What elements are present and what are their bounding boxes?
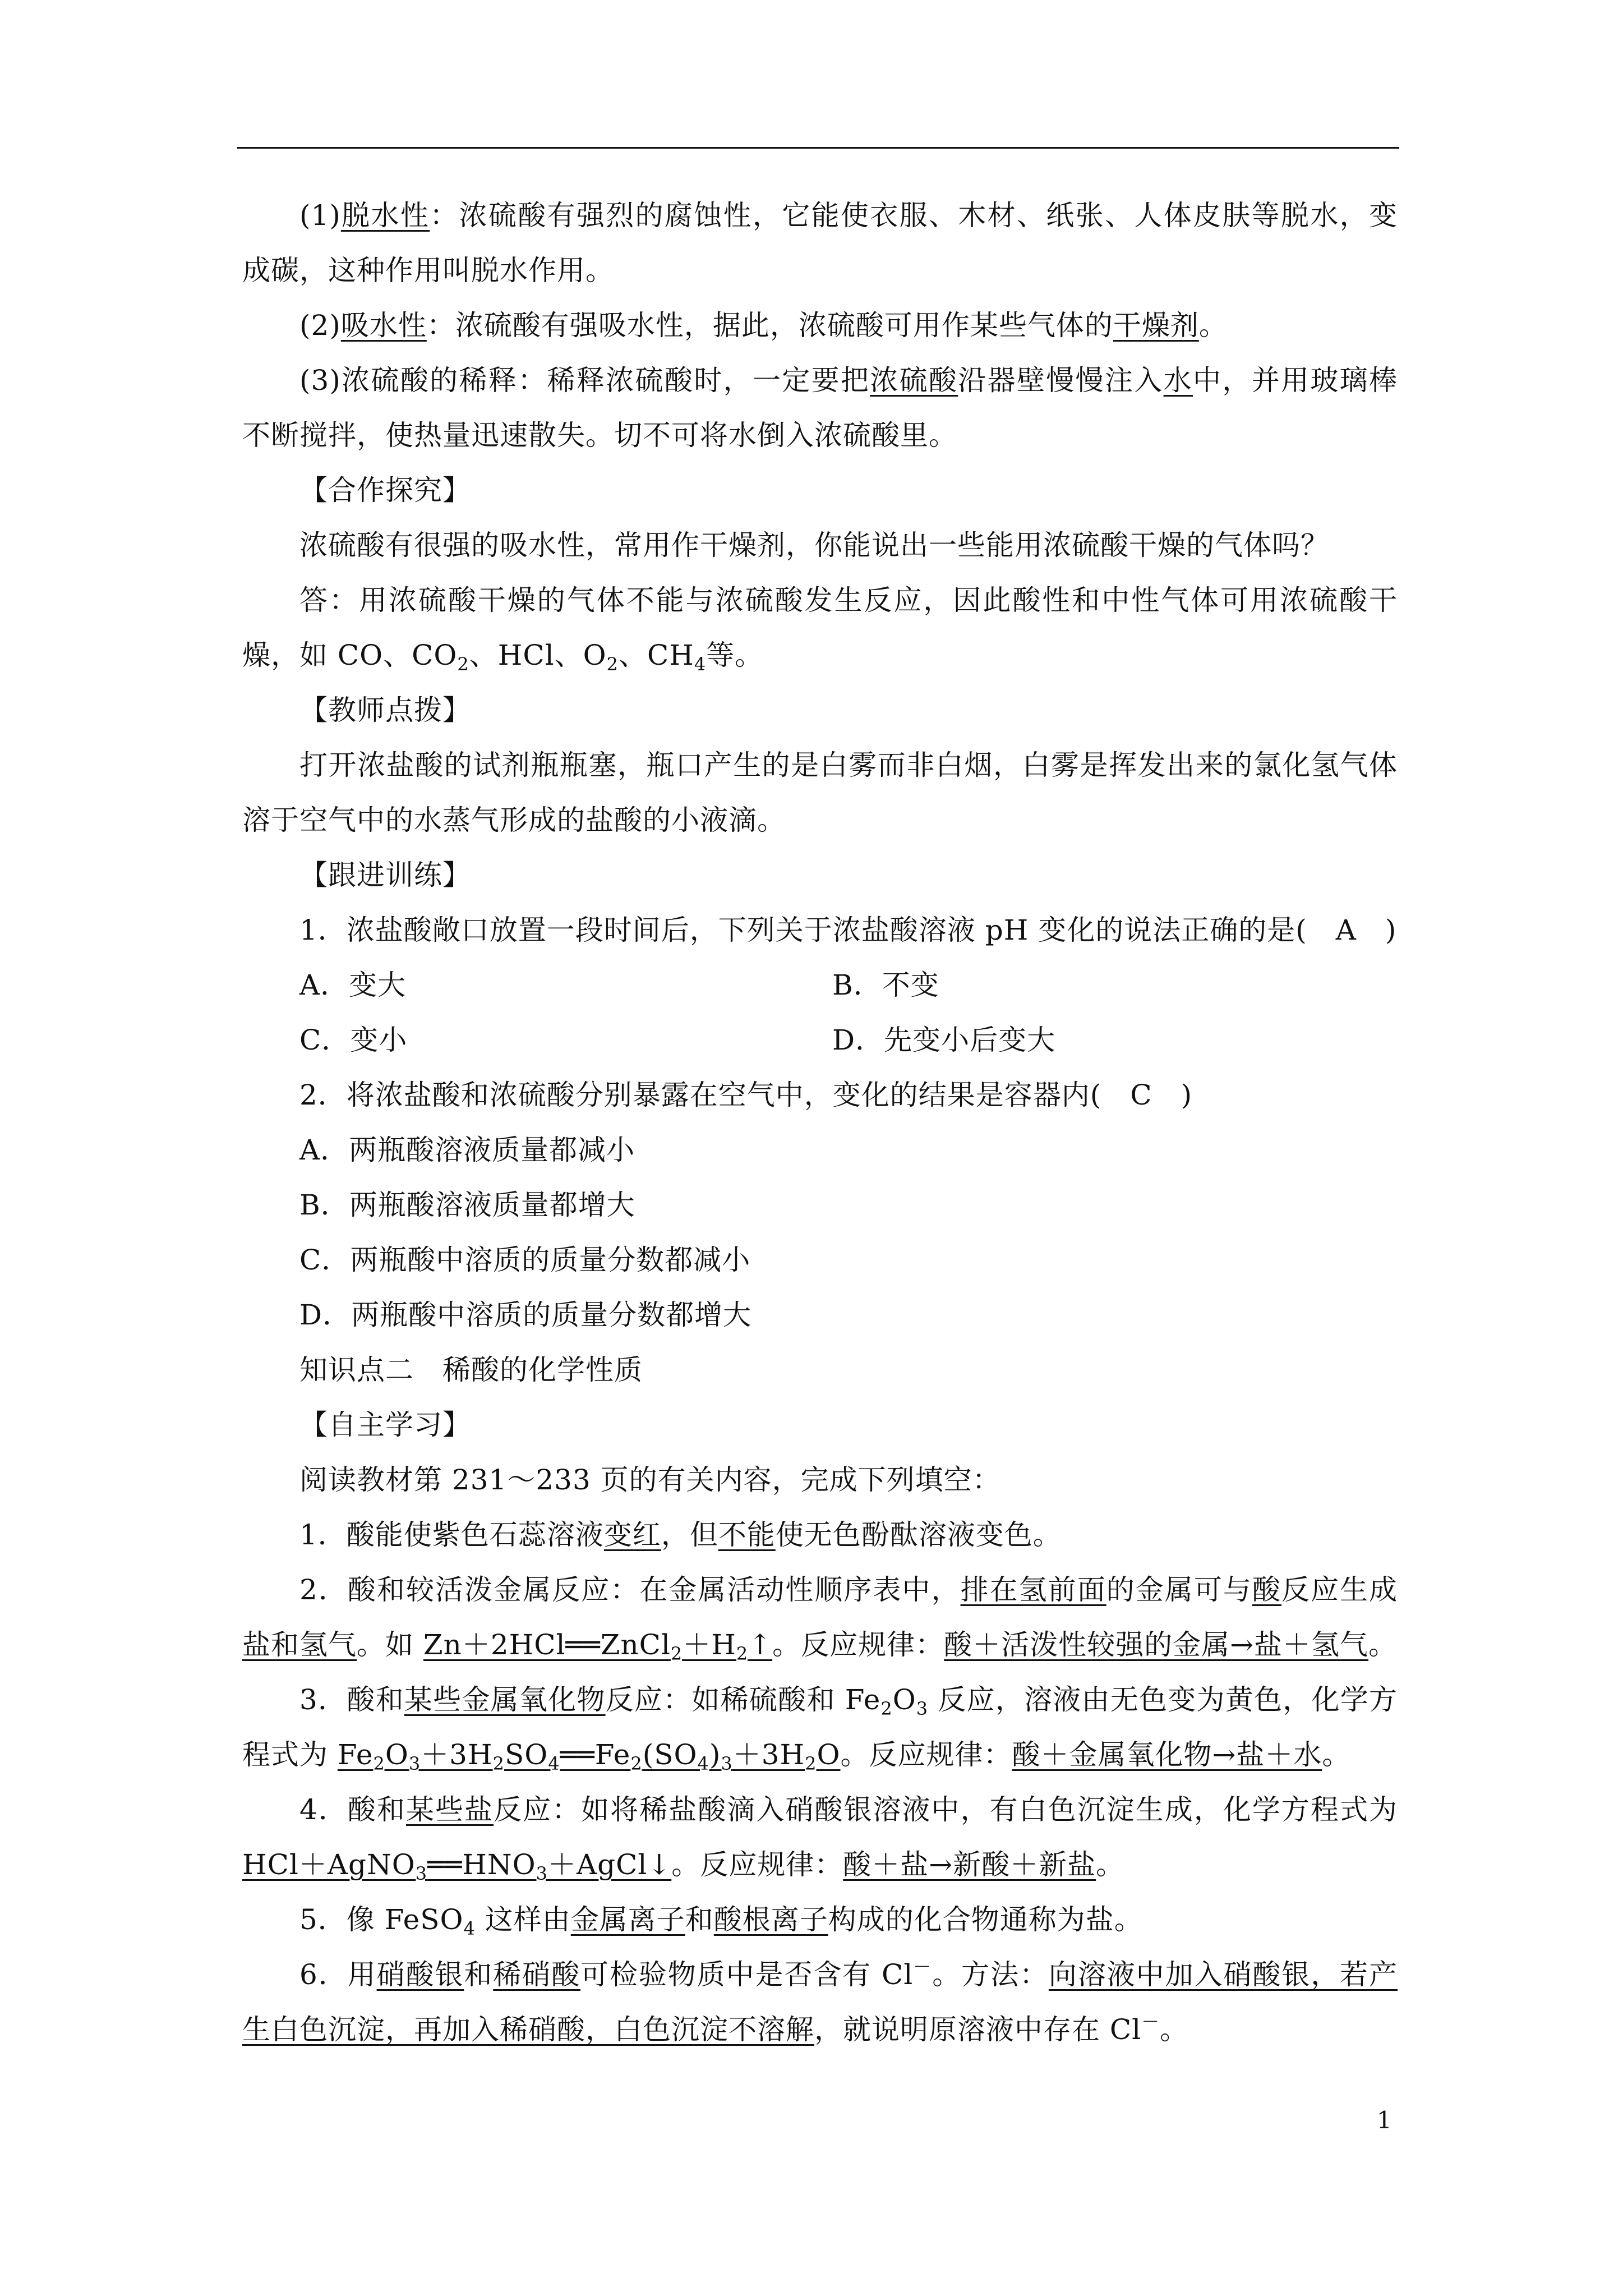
page-content xyxy=(242,188,1398,2057)
option-c: C．变小 xyxy=(299,1024,408,1056)
question-2-option-b: B．两瓶酸溶液质量都增大 xyxy=(299,1189,635,1221)
option-a: A．变大 xyxy=(299,969,407,1001)
option-b: B．不变 xyxy=(832,969,939,1001)
knowledge-point-2-title: 知识点二 稀酸的化学性质 xyxy=(299,1354,643,1386)
item-4: 4．酸和某些盐反应：如将稀盐酸滴入硝酸银溶液中，有白色沉淀生成，化学方程式为 $HCl+AgNO_3══HNO_3+AgCl↓$。反应规律：酸＋盐→新酸＋新盐。 xyxy=(242,1793,1398,1884)
item-5: 5．像 FeSO$_4$ 这样由金属离子和酸根离子构成的化合物通称为盐。 xyxy=(299,1903,1143,1939)
coop-question: 浓硫酸有很强的吸水性，常用作干燥剂，你能说出一些能用浓硫酸干燥的气体吗？ xyxy=(299,529,1329,562)
dehydration-paragraph: (1)脱水性：浓硫酸有强烈的腐蚀性，它能使衣服、木材、纸张、人体皮肤等脱水，变成碳，这种作用叫脱水作用。 xyxy=(242,199,1398,287)
teacher-text: 打开浓盐酸的试剂瓶瓶塞，瓶口产生的是白雾而非白烟，白雾是挥发出来的氯化氢气体溶于空气中的水蒸气形成的盐酸的小液滴。 xyxy=(242,749,1398,836)
question-1-options-row1 xyxy=(242,958,1398,1013)
self-study-intro: 阅读教材第 231～233 页的有关内容，完成下列填空： xyxy=(299,1464,1001,1496)
page-number: 1 xyxy=(1377,2106,1392,2134)
item-2: 2．酸和较活泼金属反应：在金属活动性顺序表中，排在氢前面的金属可与酸反应生成盐和氢气。如 $Zn+2HCl══ZnCl_2+H_2↑$。反应规律：酸＋活泼性较强的金属→盐＋氢气。 xyxy=(242,1573,1398,1664)
coop-heading: 【合作探究】 xyxy=(299,474,471,507)
water-absorption-paragraph: (2)吸水性：浓硫酸有强吸水性，据此，浓硫酸可用作某些气体的干燥剂。 xyxy=(299,309,1228,342)
teacher-heading: 【教师点拨】 xyxy=(299,694,471,726)
item-6: 6．用硝酸银和稀硝酸可检验物质中是否含有 Cl－。方法：向溶液中加入硝酸银，若产生白色沉淀，再加入稀硝酸，白色沉淀不溶解，就说明原溶液中存在 Cl－。 xyxy=(242,1956,1398,2046)
dilution-paragraph: (3)浓硫酸的稀释：稀释浓硫酸时，一定要把浓硫酸沿器壁慢慢注入水中，并用玻璃棒不断搅拌，使热量迅速散失。切不可将水倒入浓硫酸里。 xyxy=(242,364,1398,452)
training-heading: 【跟进训练】 xyxy=(299,859,471,891)
coop-answer: 答：用浓硫酸干燥的气体不能与浓硫酸发生反应，因此酸性和中性气体可用浓硫酸干燥，如 CO、$CO_2$、HCl、$O_2$、$CH_4$等。 xyxy=(242,584,1398,675)
self-study-heading: 【自主学习】 xyxy=(299,1409,471,1441)
question-2-option-a: A．两瓶酸溶液质量都减小 xyxy=(299,1134,635,1166)
question-2-option-d: D．两瓶酸中溶质的质量分数都增大 xyxy=(299,1299,752,1331)
question-2-option-c: C．两瓶酸中溶质的质量分数都减小 xyxy=(299,1244,751,1276)
item-1: 1．酸能使紫色石蕊溶液变红，但不能使无色酚酞溶液变色。 xyxy=(299,1519,1062,1551)
header-rule xyxy=(237,147,1399,149)
question-1-options-row2 xyxy=(242,1013,1398,1068)
question-2: 2．将浓盐酸和浓硫酸分别暴露在空气中，变化的结果是容器内( C ) xyxy=(299,1079,1193,1111)
option-d: D．先变小后变大 xyxy=(832,1024,1056,1056)
question-1: 1．浓盐酸敞口放置一段时间后，下列关于浓盐酸溶液 pH 变化的说法正确的是( A ) xyxy=(299,914,1397,946)
item-3: 3．酸和某些金属氧化物反应：如稀硫酸和 $Fe_2O_3$ 反应，溶液由无色变为黄色，化学方程式为 $Fe_2O_3+3H_2SO_4══Fe_2(SO_4)_3+3H_2O$。反应规律：酸＋金属氧化物→盐＋水。 xyxy=(242,1683,1398,1774)
